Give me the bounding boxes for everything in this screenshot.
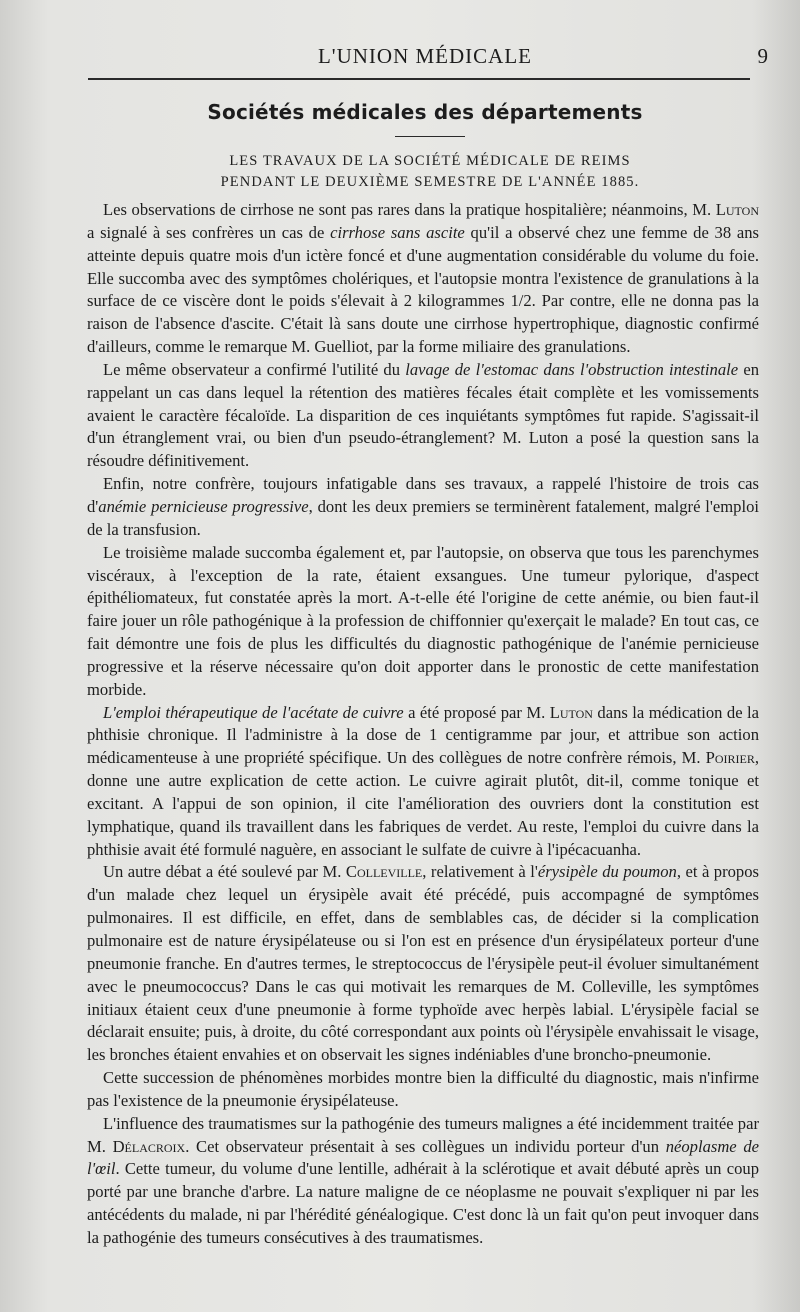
paragraph: [87, 359, 759, 473]
text-run: . Cette tumeur, du volume d'une lentille, adhérait à la sclérotique et avait débuté après un coup porté par une branche d'arbre. La nature maligne de ce néoplasme ne pouvait s'expliquer ni par les antécédents du malade, ni par l'hérédité généalogique. C'est donc là un fait qu'on peut invoquer dans la pathogénie des tumeurs consécutives à des traumatismes.: [87, 1159, 759, 1247]
text-run: a signalé à ses confrères un cas de: [87, 222, 331, 242]
author-name: Luton: [715, 200, 759, 219]
author-name: Poirier: [705, 748, 755, 768]
article-heading-line-1: LES TRAVAUX DE LA SOCIÉTÉ MÉDICALE DE REIMS: [229, 153, 631, 169]
author-name: Colleville: [345, 862, 423, 882]
paragraph: [87, 542, 759, 702]
author-name: Luton: [549, 702, 593, 722]
text-run: qu'il a observé chez une femme de 38 ans atteinte depuis quatre mois d'un ictère foncé et d'une augmentation considérable du volume du foie. Elle succomba avec des symptômes cholériques, et l'autopsie montra l'existence de granulations à la surface de ce viscère dont le poids s'élevait à 2 kilogrammes 1/2. Par contre, elle ne donna pas la raison de l'absence d'ascite. C'était là sans doute une cirrhose hypertrophique, diagnostic confirmé d'ailleurs, comme le remarque M. Guelliot, par la forme miliaire des granulations.: [87, 222, 760, 357]
running-head: [80, 42, 770, 82]
text-run: , et à propos d'un malade chez lequel un érysipèle avait été précédé, puis accompagné de symptômes pulmonaires. Il est difficile, en effet, dans de semblables cas, de décider si la complication pulmonaire est de nature érysipélateuse ou si l'on est en présence d'un érysipélateux porteur d'une pneumonie franche. En d'autres termes, le streptococcus de l'érysipèle peut-il évoluer simultanément avec le pneumococcus? Dans le cas qui motivait les remarques de M. Colleville, les symptômes initiaux étaient ceux d'une pneumonie à forme typhoïde avec herpès labial. L'érysipèle facial se déclarait ensuite; puis, à droite, du côté correspondant aux points où l'érysipèle envahissait le visage, les bronches étaient envahies et on observait les signes indéniables d'une broncho-pneumonie.: [87, 862, 759, 1065]
text-run: a été proposé par M.: [403, 702, 550, 722]
text-run: Le troisième malade succomba également et, par l'autopsie, on observa que tous les parenchymes viscéraux, à l'exception de la rate, étaient exsangues. Une tumeur pylorique, d'aspect épithéliomateux, fut constatée après la mort. A-t-elle été l'origine de cette anémie, ou bien faut-il faire jouer un rôle pathogénique à la profession de chiffonnier qu'exerçait le malade? En tout cas, ce fait démontre une fois de plus les difficultés du diagnostic pathogénique de l'anémie pernicieuse progressive et la réserve nécessaire qu'on doit apporter dans le pronostic de cette manifestation morbide.: [87, 542, 759, 699]
italic-term: cirrhose sans ascite: [330, 222, 465, 242]
paragraph: [87, 473, 759, 542]
text-run: Cette succession de phénomènes morbides montre bien la difficulté du diagnostic, mais n'infirme pas l'existence de la pneumonie érysipélateuse.: [87, 1068, 759, 1110]
italic-term: lavage de l'estomac dans l'obstruction intestinale: [405, 359, 739, 379]
paragraph: [87, 1113, 759, 1250]
italic-term: anémie pernicieuse progressive: [98, 496, 309, 516]
text-run: Enfin, notre confrère, toujours infatigable dans ses travaux, a rappelé l'histoire de trois cas d': [87, 474, 759, 516]
text-run: en rappelant un cas dans lequel la rétention des matières fécales était complète et les vomissements avaient le caractère fécaloïde. La disparition de ces inquiétants symptômes fut rapide. S'agissait-il d'un étranglement vrai, ou bien d'un pseudo-étranglement? M. Luton a posé la question sans la résoudre définitivement.: [87, 359, 760, 471]
text-run: Un autre débat a été soulevé par M.: [103, 862, 346, 882]
article-body: [87, 199, 759, 1250]
paragraph: [87, 1067, 759, 1113]
text-run: L'influence des traumatismes sur la pathogénie des tumeurs malignes a été incidemment traitée par M.: [87, 1113, 759, 1156]
section-title: Sociétés médicales des départements: [207, 100, 643, 124]
italic-term: érysipèle du poumon: [537, 862, 677, 882]
text-run: dans la médication de la phthisie chronique. Il l'administre à la dose de 1 centigramme par jour, et attribue son action médicamenteuse à une propriété spécifique. Un des collègues de notre confrère rémois, M.: [87, 702, 759, 768]
paragraph: [87, 702, 759, 862]
text-run: , donne une autre explication de cette action. Le cuivre agirait plutôt, dit-il, comme tonique et excitant. A l'appui de son opinion, il cite l'amélioration des ouvriers dont la constitution est lymphatique, quand ils travaillent dans les fabriques de verdet. Au reste, l'emploi du cuivre dans la phthisie avait été formulé naguère, en associant le sulfate de cuivre à l'ipécacuanha.: [87, 748, 759, 859]
italic-term: néoplasme de l'œil: [87, 1136, 760, 1179]
italic-term: L'emploi thérapeutique de l'acétate de cuivre: [103, 702, 404, 722]
article-heading-line-2: PENDANT LE DEUXIÈME SEMESTRE DE L'ANNÉE 1885.: [220, 174, 640, 190]
page-number: 9: [757, 44, 768, 68]
text-run: . Cet observateur présentait à ses collègues un individu porteur d'un: [185, 1136, 666, 1156]
title-rule: [395, 136, 465, 137]
text-run: Le même observateur a confirmé l'utilité du: [103, 359, 406, 379]
running-title: L'UNION MÉDICALE: [317, 44, 532, 68]
paragraph: [87, 861, 759, 1067]
text-run: , dont les deux premiers se terminèrent fatalement, malgré l'emploi de la transfusion.: [87, 496, 759, 539]
text-run: , relativement à l': [422, 862, 538, 882]
text-run: Les observations de cirrhose ne sont pas rares dans la pratique hospitalière; néanmoins, M.: [103, 200, 716, 219]
paragraph: [87, 199, 759, 359]
author-name: Délacroix: [112, 1136, 186, 1156]
header-rule: [88, 78, 750, 80]
